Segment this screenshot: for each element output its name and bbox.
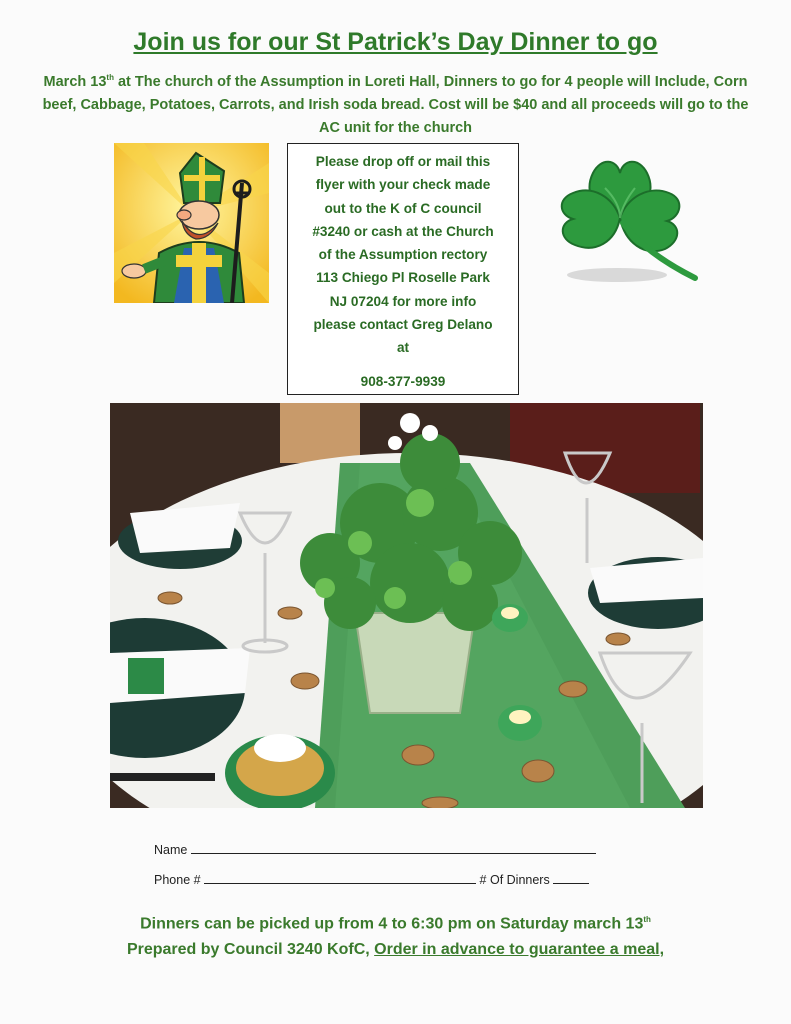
flyer-title: Join us for our St Patrick’s Day Dinner to go [133, 28, 658, 56]
instructions-line: #3240 or cash at the Church [312, 223, 494, 239]
contact-phone: 908-377-9939 [360, 373, 446, 389]
shamrock-icon [535, 143, 705, 293]
phone-field-row [154, 871, 589, 887]
order-advance-note: Order in advance to guarantee a meal, [374, 941, 665, 958]
prepared-by [0, 941, 791, 959]
table-setting-photo [110, 403, 703, 808]
prepared-by-text: Prepared by Council 3240 KofC, [126, 941, 375, 958]
phone-label: Phone # [154, 873, 201, 887]
intro-text: at The church of the Assumption in Loreti Hall, Dinners to go for 4 people will Include, Corn beef, Cabbage, Potatoes, Carrots, and Irish soda bread. Cost will be $40 and all proceeds will go to the AC unit for the church [42, 73, 749, 136]
dinners-count-field[interactable] [553, 871, 589, 884]
name-field[interactable] [191, 841, 596, 854]
st-patrick-bishop-icon [114, 143, 269, 303]
pickup-date-suffix: th [643, 915, 651, 924]
instructions-line: 113 Chiego Pl Roselle Park [316, 270, 490, 286]
phone-field[interactable] [204, 871, 476, 884]
pickup-info [0, 915, 791, 933]
pickup-text: Dinners can be picked up from 4 to 6:30 pm on Saturday march 13 [140, 915, 644, 933]
instructions-line: of the Assumption rectory [318, 247, 488, 263]
instructions-line: NJ 07204 for more info [329, 293, 477, 309]
intro-date-suffix: th [106, 73, 114, 82]
instructions-box [287, 143, 519, 395]
instructions-line: please contact Greg Delano [313, 317, 493, 333]
intro-date: March 13 [43, 73, 107, 90]
name-field-row [154, 841, 596, 857]
instructions-line: Please drop off or mail this [315, 154, 491, 169]
instructions-line: flyer with your check made [315, 177, 491, 193]
intro-paragraph [40, 66, 751, 140]
name-label: Name [154, 843, 188, 857]
instructions-line: at [396, 340, 410, 356]
dinners-label: # Of Dinners [479, 873, 550, 887]
instructions-line: out to the K of C council [324, 200, 482, 216]
